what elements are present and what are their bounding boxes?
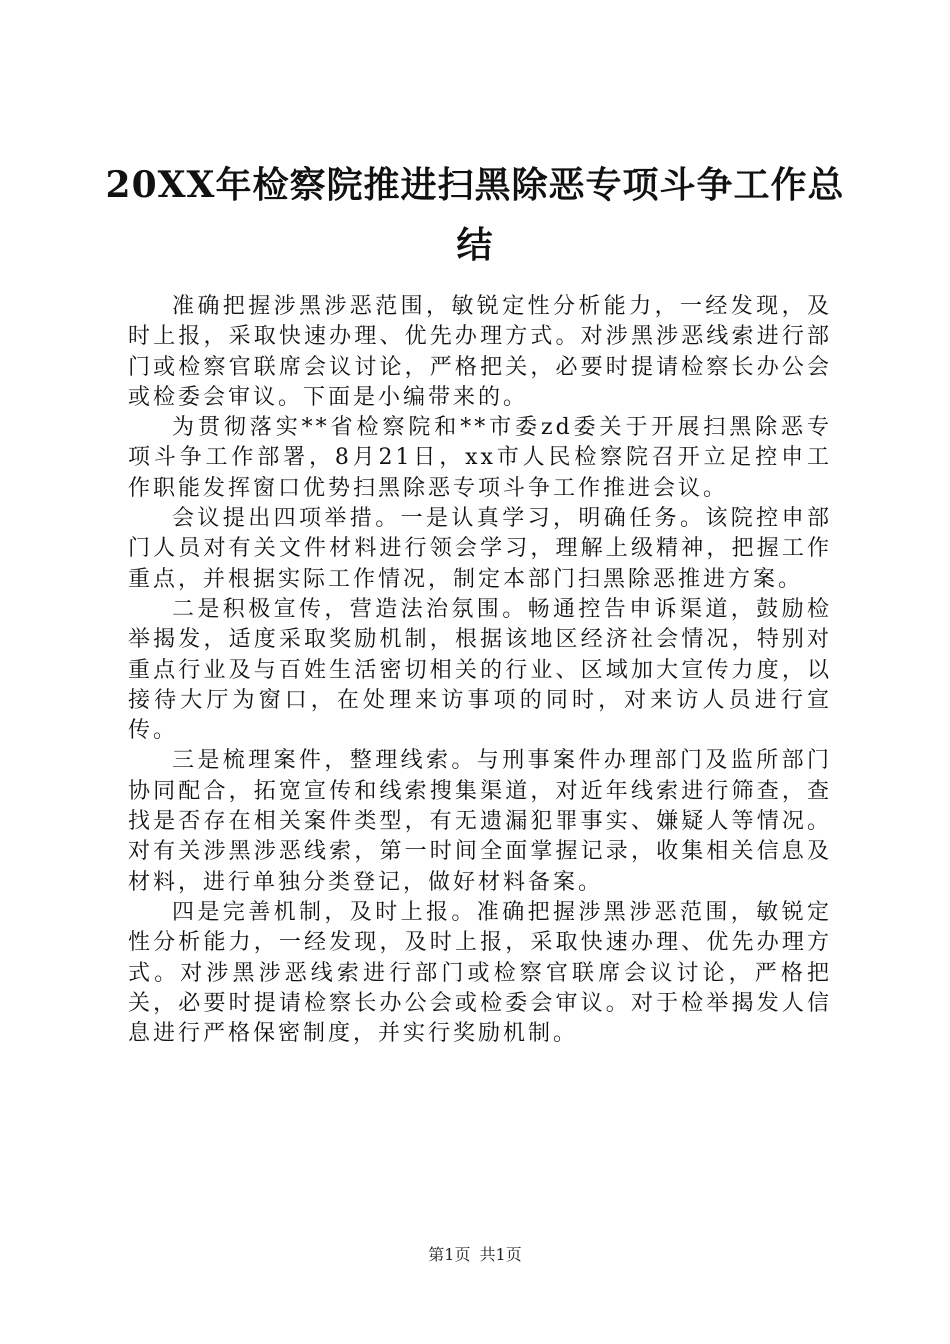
document-title — [100, 160, 850, 270]
paragraph-measure-2: 二是积极宣传，营造法治氛围。畅通控告申诉渠道，鼓励检举揭发，适度采取奖励机制，根据该地区经济社会情况，特别对重点行业及与百姓生活密切相关的行业、区域加大宣传力度，以接待大厅为窗口，在处理来访事项的同时，对来访人员进行宣传。 — [128, 596, 832, 744]
paragraph-meeting: 为贯彻落实**省检察院和**市委zd委关于开展扫黑除恶专项斗争工作部署，8月21日，xx市人民检察院召开立足控申工作职能发挥窗口优势扫黑除恶专项斗争工作推进会议。 — [128, 415, 832, 501]
paragraph-measure-4: 四是完善机制，及时上报。准确把握涉黑涉恶范围，敏锐定性分析能力，一经发现，及时上报，采取快速办理、优先办理方式。对涉黑涉恶线索进行部门或检察官联席会议讨论，严格把关，必要时提请检察长办公会或检委会审议。对于检举揭发人信息进行严格保密制度，并实行奖励机制。 — [128, 899, 832, 1047]
page-total: 共1页 — [479, 1245, 522, 1264]
paragraph-measure-1: 会议提出四项举措。一是认真学习，明确任务。该院控申部门人员对有关文件材料进行领会学习，理解上级精神，把握工作重点，并根据实际工作情况，制定本部门扫黑除恶推进方案。 — [128, 506, 832, 592]
paragraph-intro: 准确把握涉黑涉恶范围，敏锐定性分析能力，一经发现，及时上报，采取快速办理、优先办理方式。对涉黑涉恶线索进行部门或检察官联席会议讨论，严格把关，必要时提请检察长办公会或检委会审议。下面是小编带来的。 — [128, 294, 832, 410]
page-number: 第1页 — [428, 1245, 471, 1264]
document-body — [128, 292, 832, 1049]
paragraph-measure-3: 三是梳理案件，整理线索。与刑事案件办理部门及监所部门协同配合，拓宽宣传和线索搜集渠道，对近年线索进行筛查，查找是否存在相关案件类型，有无遗漏犯罪事实、嫌疑人等情况。对有关涉黑涉恶线索，第一时间全面掌握记录，收集相关信息及材料，进行单独分类登记，做好材料备案。 — [128, 748, 832, 895]
title-line-2: 结 — [456, 224, 494, 266]
page-footer — [0, 1244, 950, 1266]
title-line-1: 20XX年检察院推进扫黑除恶专项斗争工作总 — [105, 164, 845, 206]
